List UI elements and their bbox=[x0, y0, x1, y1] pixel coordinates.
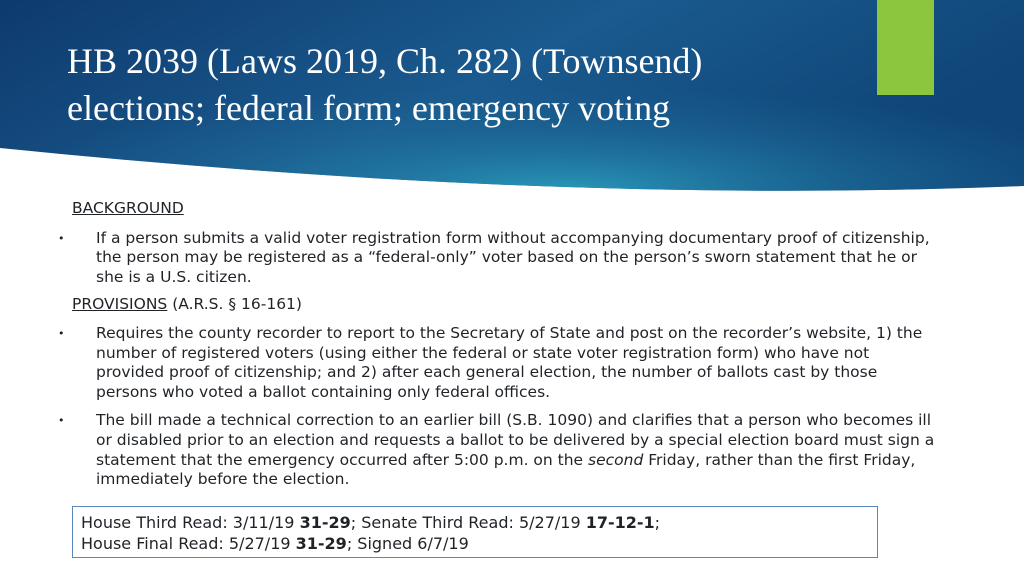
title-line-2: elections; federal form; emergency voting bbox=[67, 88, 671, 128]
senate-third-vote: 17-12-1 bbox=[585, 513, 655, 532]
background-heading: BACKGROUND bbox=[72, 199, 184, 217]
provisions-bullet-2 bbox=[58, 411, 938, 489]
title-banner bbox=[0, 0, 1024, 200]
provisions-bullet-1 bbox=[58, 324, 938, 402]
signed-date: ; Signed 6/7/19 bbox=[346, 534, 469, 553]
accent-bar bbox=[877, 0, 934, 95]
slide-title bbox=[67, 38, 857, 132]
provisions-bullet-2-text: The bill made a technical correction to an earlier bill (S.B. 1090) and clarifies that a person who becomes ill or disabled prior to an election and requests a ballot to be delivered by a special election board must sign a statement that the emergency occurred after 5:00 p.m. on the second Friday, rather than the first Friday, immediately before the election. bbox=[96, 411, 935, 489]
bullet-marker: • bbox=[58, 414, 65, 428]
bullet-marker: • bbox=[58, 326, 65, 340]
provisions-heading: PROVISIONS (A.R.S. § 16-161) bbox=[72, 295, 302, 314]
vote-line-2: House Final Read: 5/27/19 31-29; Signed 6/7/19 bbox=[81, 534, 469, 553]
vote-summary-box bbox=[72, 506, 878, 558]
emphasis-second: second bbox=[588, 450, 644, 469]
bullet-marker: • bbox=[58, 231, 65, 245]
house-third-vote: 31-29 bbox=[299, 513, 351, 532]
provisions-bullet-1-text: Requires the county recorder to report to the Secretary of State and post on the recorder’s website, 1) the number of registered voters (using either the federal or state voter registration form) who have not provided proof of citizenship; and 2) after each general election, the number of ballots cast by those persons who voted a ballot containing only federal offices. bbox=[96, 323, 923, 401]
slide-body bbox=[58, 196, 938, 490]
background-bullet bbox=[58, 229, 938, 288]
provisions-citation: (A.R.S. § 16-161) bbox=[167, 295, 302, 314]
house-final-vote: 31-29 bbox=[295, 534, 347, 553]
background-bullet-text: If a person submits a valid voter registration form without accompanying documentary proof of citizenship, the person may be registered as a “federal-only” voter based on the person’s sworn statement that he or she is a U.S. citizen. bbox=[96, 228, 930, 286]
vote-line-1: House Third Read: 3/11/19 31-29; Senate Third Read: 5/27/19 17-12-1; bbox=[81, 513, 661, 532]
title-line-1: HB 2039 (Laws 2019, Ch. 282) (Townsend) bbox=[67, 41, 703, 81]
